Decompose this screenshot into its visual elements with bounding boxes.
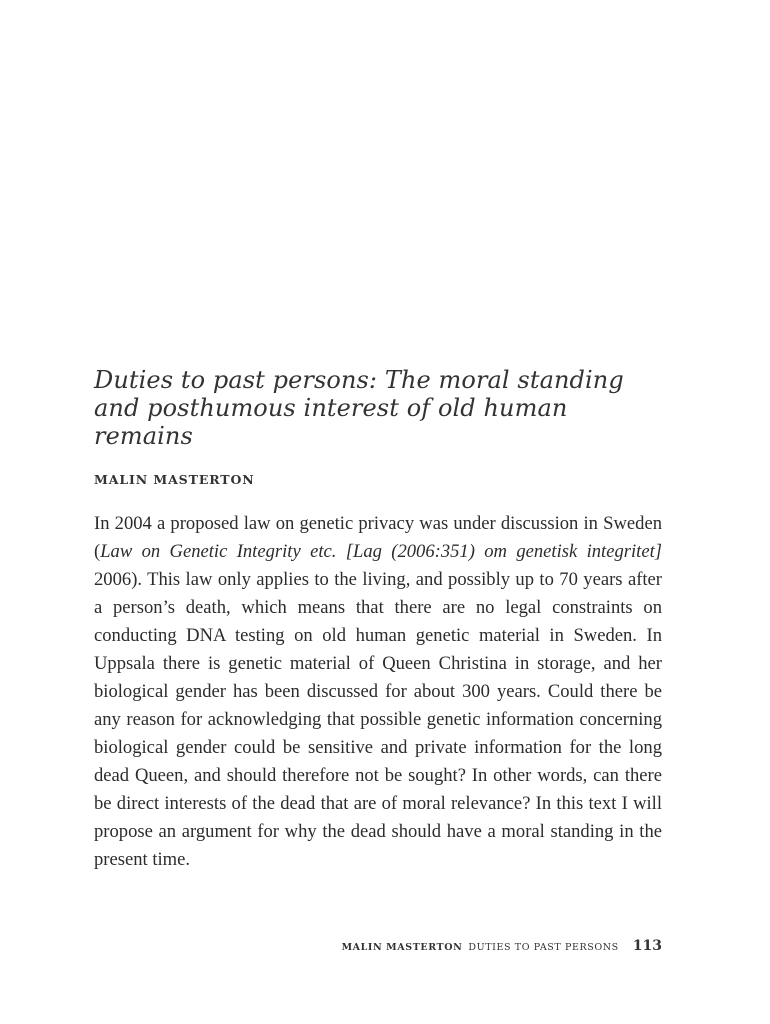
body-text-segment: 2006). This law only applies to the living, and possibly up to 70 years after a person’s death, which means that there are no legal constraints on conducting DNA testing on old human genetic material in Sweden. In Uppsala there is genetic material of Queen Christina in storage, and her biological gender has been discussed for about 300 years. Could there be any reason for acknowledging that possible genetic information concerning biological gender could be sensitive and private information for the long dead Queen, and should therefore not be sought? In other words, can there be direct interests of the dead that are of moral relevance? In this text I will propose an argument for why the dead should have a moral standing in the present time. <box>94 569 662 870</box>
footer-running-title: DUTIES TO PAST PERSONS <box>468 942 619 953</box>
footer-author: MALIN MASTERTON <box>341 942 463 953</box>
page-number: 113 <box>632 938 662 954</box>
page-footer <box>342 938 662 954</box>
body-citation-italic: Law on Genetic Integrity etc. [Lag (2006:351) om genetisk integritet] <box>100 541 662 562</box>
article-body <box>94 510 662 874</box>
body-text-segment: In 2004 a proposed law on genetic privacy was under discussion in Sweden ( <box>94 513 662 562</box>
article-author: MALIN MASTERTON <box>94 472 255 487</box>
article-title: Duties to past persons: The moral standing and posthumous interest of old human remains <box>94 366 624 450</box>
